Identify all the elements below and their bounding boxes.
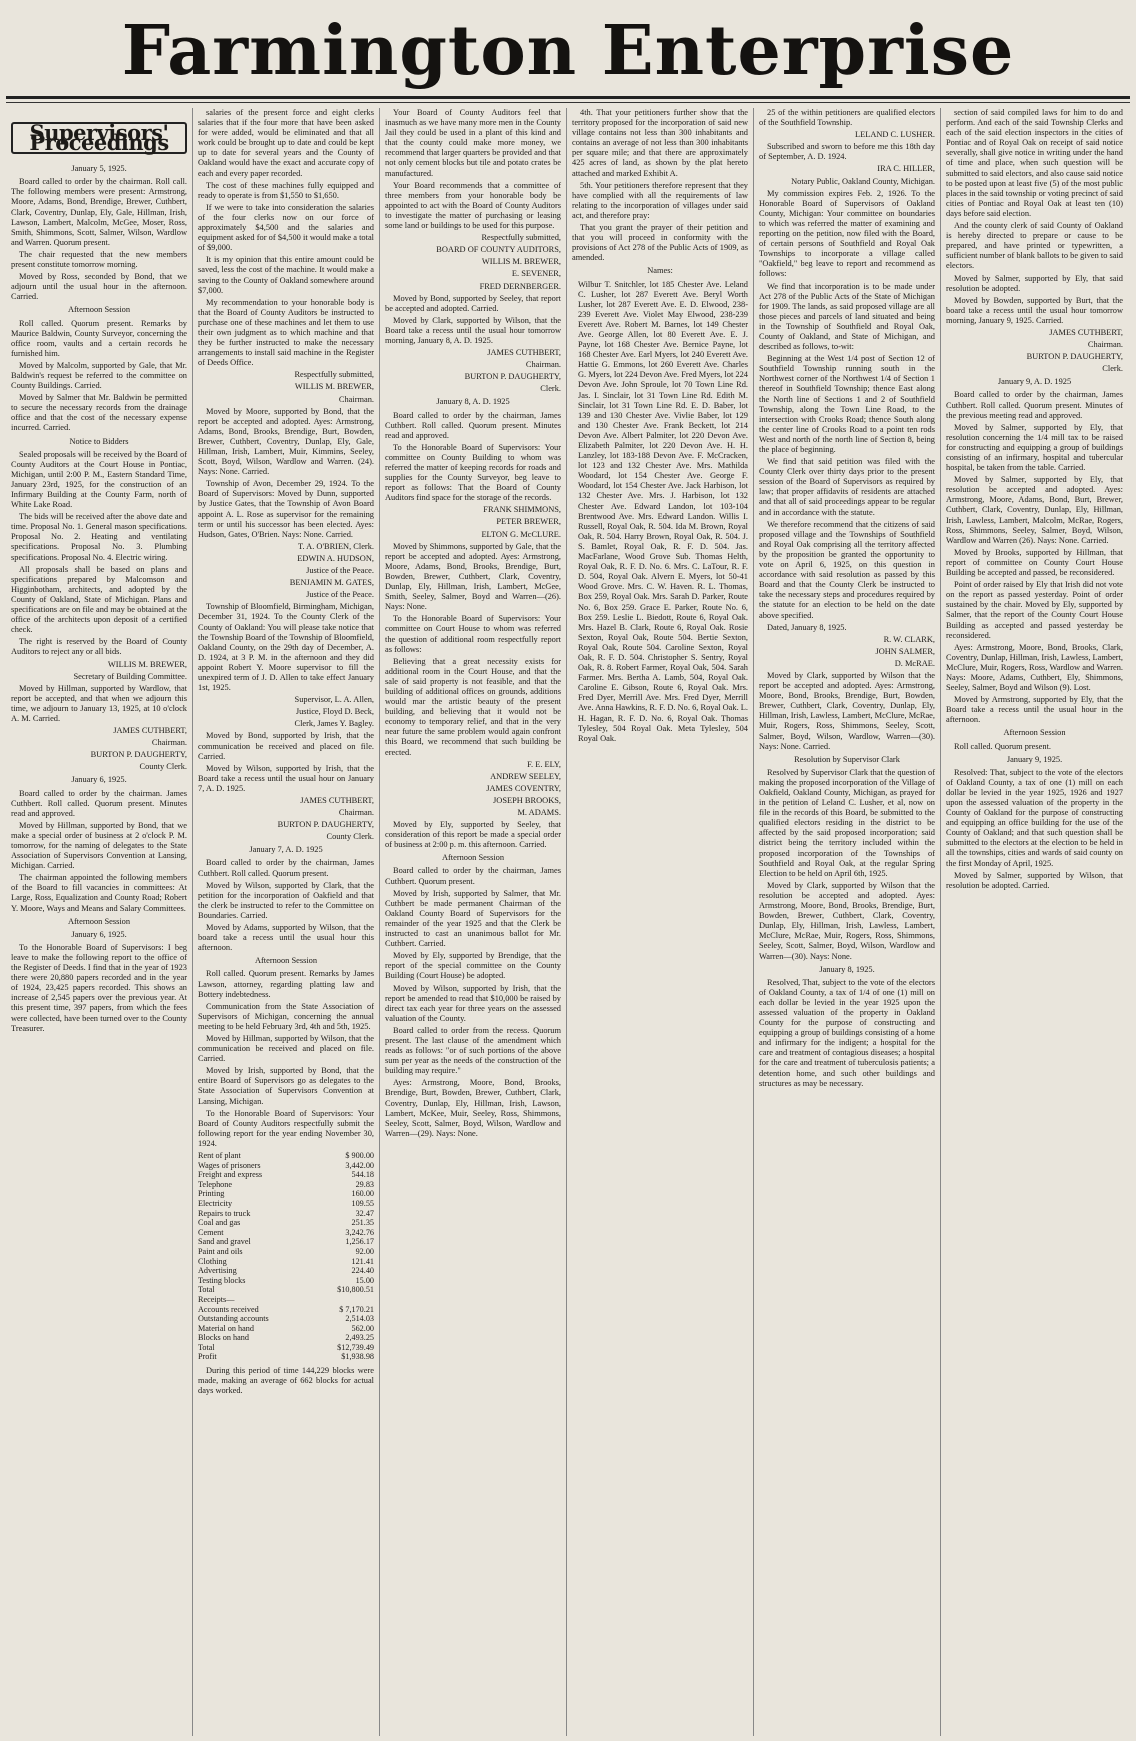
accounts-row — [198, 1170, 374, 1180]
accounts-item: Accounts received — [198, 1304, 259, 1314]
paragraph: Moved by Clark, supported by Wilson that the resolution be accepted and adopted. Ayes: Armstrong, Moore, Bond, Brooks, Brendige, Burt, Bowden, Brewer, Cuthbert, Clark, Coventry, Dunlap, Ely, Hillman, Irish, Lawless, Lambert, McClure, McRae, Muir, Rogers, Ross, Shimmons, Seeley, Scott, Salmer, Boyd, Wilson, Wardlow and Warren—(30). Nays: None. — [759, 880, 935, 961]
signature: JAMES CUTHBERT, — [1049, 327, 1123, 337]
accounts-amount: 160.00 — [351, 1189, 374, 1199]
signature-title: Chairman. — [338, 394, 374, 404]
accounts-amount: 3,242.76 — [345, 1227, 374, 1237]
session-date: January 8, 1925. — [819, 964, 875, 974]
signature: BURTON P. DAUGHERTY, — [277, 820, 374, 830]
signature: JAMES CUTHBERT, — [113, 726, 187, 736]
signature: WILLIS M. BREWER, — [107, 659, 187, 669]
signature: Justice, Floyd D. Beck, — [295, 707, 374, 717]
paragraph: Moved by Bond, supported by Seeley, that report be accepted and adopted. Carried. — [385, 293, 561, 313]
signature: BURTON P. DAUGHERTY, — [1026, 352, 1123, 362]
session-date: January 6, 1925. — [71, 929, 127, 939]
paragraph: 25 of the within petitioners are qualified electors of the Southfield Township. — [759, 108, 935, 128]
signature: PETER BREWER, — [496, 517, 561, 527]
paragraph: My commission expires Feb. 2, 1926. To the Honorable Board of Supervisors of Oakland County, Michigan: Your committee on boundaries to which was referred the matter of examining and reporting on the petition, now filed with the Board, of certain persons of Southfield and Royal Oak Townships to incorporate a village called "Oakfield," beg leave to report and recommend as follows: — [759, 188, 935, 279]
column-6 — [941, 108, 1128, 1736]
signature: BENJAMIN M. GATES, — [289, 578, 374, 588]
paragraph: All proposals shall be based on plans and specifications prepared by Malcomson and Higginbotham, architects, and adopted by the County of Oakland, State of Michigan. Plans and specifications are on file and may be obtained at the office of the architects upon deposit of a certified check. — [11, 564, 187, 635]
paragraph: Moved by Salmer, supported by Wilson, that resolution be adopted. Carried. — [946, 870, 1123, 890]
signature: JOSEPH BROOKS, — [493, 795, 561, 805]
session-date: January 9, A. D. 1925 — [997, 377, 1072, 387]
paragraph: Township of Bloomfield, Birmingham, Michigan, December 31, 1924. To the County Clerk of the County of Oakland: You will please take notice that the Township Board of the Township of Bloomfield, Oakland County, on the 29th day of December, A. D. 1924, at 3 P. M. in the afternoon and they did appoint Robert Y. Moore supervisor to fill the unexpired term of J. D. Allen to take effect January 1st, 1925. — [198, 602, 374, 693]
accounts-row — [198, 1324, 374, 1334]
paragraph: Beginning at the West 1/4 post of Section 12 of Southfield Township running south in the Northwest corner of the Northwest 1/4 of Section 1 thereof in Southfield Township; thence East along the North line of Sections 1 and 2 of Southfield Township, along the Town Line Road, to the intersection with Crooks Road; thence South along the center line of Crooks Road to a point ten rods West and north of the north line of Section 8, being the place of beginning. — [759, 354, 935, 454]
column-3 — [380, 108, 567, 1736]
signature-title: Chairman. — [338, 808, 374, 818]
paragraph: The cost of these machines fully equipped and ready to operate is from $1,550 to $1,650. — [198, 180, 374, 200]
paragraph: Moved by Ross, seconded by Bond, that we adjourn until the usual hour in the afternoon. Carried. — [11, 272, 187, 302]
paragraph: Moved by Ely, supported by Brendige, that the report of the special committee on the County Building (Court House) be adopted. — [385, 951, 561, 981]
accounts-row — [198, 1237, 374, 1247]
signature-title: Notary Public, Oakland County, Michigan. — [791, 176, 935, 186]
session-date: January 5, 1925. — [71, 164, 127, 174]
accounts-item: Testing blocks — [198, 1275, 246, 1285]
notice-heading: Notice to Bidders — [69, 436, 129, 446]
paragraph: To the Honorable Board of Supervisors: I beg leave to make the following report to the office of the Register of Deeds. I find that in the year of 1923 there were 20,880 papers recorded and in the year of 1924, 23,425 papers recorded. This shows an increase of 2,545 papers over the previous year. At this present time, 397 papers, from which the fees were collected, have been turned over to the County Treasurer. — [11, 942, 187, 1033]
accounts-amount: 2,514.03 — [345, 1314, 374, 1324]
accounts-amount: 2,493.25 — [345, 1333, 374, 1343]
paragraph: Resolved: That, subject to the vote of the electors of Oakland County, a tax of one (1) mill on each dollar be levied in the year 1925, 1926 and 1927 upon the assessed valuation of the property in the County of Oakland for the purpose of constructing and equipping an office building for the use of the County of Oakland; and that such question shall be submitted to the electors at the election to be held in all the townships, cities and wards of said county on the first Monday of April, 1925. — [946, 767, 1123, 868]
paragraph: The chair requested that the new members present constitute tomorrow morning. — [11, 249, 187, 270]
paragraph: To the Honorable Board of Supervisors: Your committee on County Building to whom was referred the matter of keeping records for roads and supplies for the County Surveyor, beg leave to report as follows: That the Board of County Auditors find space for the storage of the records. — [385, 442, 561, 503]
paragraph: Moved by Salmer that Mr. Baldwin be permitted to secure the necessary records from the drainage office and that the cost of the necessary expense incurred. Carried. — [11, 393, 187, 433]
accounts-amount: 562.00 — [351, 1323, 374, 1333]
signature: BURTON P. DAUGHERTY, — [464, 372, 561, 382]
signature: IRA C. HILLER, — [877, 164, 935, 174]
signature-title: Clerk. — [1102, 364, 1123, 374]
paragraph: Believing that a great necessity exists for additional room in the Court House, and that the sale of said property is not feasible, and that the building of additional offices on grounds, additions would mar the artistic beauty of the present building, and believing that it would not be economy to temporary relief, and that in the very near future the same problem would again confront this Board, we recommend that such building be erected. — [385, 656, 561, 757]
paragraph: It is my opinion that this entire amount could be saved, less the cost of the machine. It would make a saving to the County of Oakland somewhere around $7,000. — [198, 255, 374, 295]
session-date: January 6, 1925. — [71, 775, 127, 785]
paragraph: Moved by Ely, supported by Seeley, that consideration of this report be made a special order of business at 2:00 p. m. this afternoon. Carried. — [385, 820, 561, 850]
paragraph: We therefore recommend that the citizens of said proposed village and the Townships of Southfield and Royal Oak comprising all the territory affected by the proposition be granted the opportunity to vote on April 6, 1925, on this question in accordance with said resolution as passed by this Board and that the County Clerk be instructed to take the necessary steps and procedures required by the statute for an election to be held on the date above specified. — [759, 519, 935, 620]
signature: JOHN SALMER, — [875, 646, 935, 656]
signature-title: Clerk. — [540, 384, 561, 394]
paragraph: 5th. Your petitioners therefore represent that they have complied with all the requirements of law relating to the incorporation of villages under said act, and therefore pray: — [572, 180, 748, 220]
names-heading: Names: — [647, 266, 673, 276]
signature: R. W. CLARK, — [883, 634, 935, 644]
session-date: January 8, A. D. 1925 — [436, 397, 510, 407]
column-2 — [193, 108, 380, 1736]
paragraph: Communication from the State Association of Supervisors of Michigan, concerning the annual meeting to be held February 3rd, 4th and 5th, 1925. — [198, 1001, 374, 1031]
paragraph: Ayes: Armstrong, Moore, Bond, Brooks, Clark, Coventry, Dunlap, Hillman, Irish, Lawless, Lambert, McClure, Muir, Rogers, Ross, Wardlow and Warren. Nays: Moore, Adams, Cuthbert, Ely, Shimmons, Seeley, Salmer, Boyd and Wilson (9). Lost. — [946, 642, 1123, 693]
paragraph: To the Honorable Board of Supervisors: Your Board of County Auditors respectfully submit the following report for the year ending November 30, 1924. — [198, 1108, 374, 1148]
signature: JAMES CUTHBERT, — [487, 348, 561, 358]
paragraph: Moved by Moore, supported by Bond, that the report be accepted and adopted. Ayes: Armstrong, Adams, Bond, Brooks, Brendige, Burt, Bowden, Brewer, Cuthbert, Coventry, Dunlap, Ely, Gale, Hillman, Irish, Lambert, Muir, Kimmins, Seeley, Scott, Boyd, Wilson, Wardlow and Warren. (24). Nays: None. Carried. — [198, 406, 374, 477]
profit-value: $1,938.98 — [341, 1352, 374, 1362]
paragraph: Moved by Salmer, supported by Ely, that said resolution be adopted. — [946, 273, 1123, 293]
paragraph: Moved by Hillman, supported by Bond, that we make a special order of business at 2 o'clock P. M. tomorrow, for the naming of delegates to the State Association of Supervisors Convention at Lansing, Michigan. Carried. — [11, 820, 187, 871]
signature: E. SEVENER, — [511, 269, 561, 279]
signature: JAMES COVENTRY, — [486, 783, 561, 793]
accounts-amount: 32.47 — [355, 1208, 374, 1218]
column-4 — [567, 108, 754, 1736]
signature: FRED DERNBERGER. — [479, 281, 561, 291]
signature-title: Justice of the Peace. — [306, 566, 374, 576]
paragraph: Resolved, That, subject to the vote of the electors of Oakland County, a tax of 1/4 of one (1) mill on each dollar be levied in the year 1925 upon the assessed valuation of the property in Oakland County for the purpose of constructing and equipping a group of buildings consisting of a home and infirmary for the indigent; a hospital for the care and treatment of contagious diseases; a hospital for the care and treatment of tuberculosis patients; a detention home, and such other buildings and structures as may be necessary. — [759, 977, 935, 1088]
column-1 — [6, 108, 193, 1736]
signature-title: Chairman. — [151, 738, 187, 748]
accounts-amount: 92.00 — [355, 1246, 374, 1256]
paragraph: Ayes: Armstrong, Moore, Bond, Brooks, Brendige, Burt, Bowden, Brewer, Cuthbert, Clark, Coventry, Dunlap, Ely, Hillman, Irish, Lawson, Lambert, McKee, Muir, Seeley, Ross, Shimmons, Seeley, Scott, Salmer, Boyd, Wilson, Wardlow and Warren—(29). Nays: None. — [385, 1078, 561, 1138]
accounts-row — [198, 1180, 374, 1190]
accounts-amount: $ 900.00 — [345, 1151, 374, 1160]
accounts-item: Cement — [198, 1227, 224, 1237]
columns — [6, 108, 1130, 1736]
masthead — [0, 0, 1136, 100]
session-heading: Afternoon Session — [441, 853, 505, 863]
dated-line: Dated, January 8, 1925. — [767, 622, 847, 632]
accounts-total-value: $10,800.51 — [337, 1285, 374, 1295]
paragraph: Board called to order by the chairman. Roll call. The following members were present: Armstrong, Moore, Adams, Bond, Brendige, Brewer, Cuthbert, Clark, Coventry, Dunlap, Ely, Gale, Hillman, Irish, Lawson, Lambert, Malcolm, McGee, Moser, Ross, Smith, Shimmons, Scott, Salmer, Wilson, Wardlow and Warren. Quorum present. — [11, 177, 187, 247]
paragraph: Moved by Bowden, supported by Burt, that the board take a recess until the usual hour tomorrow morning, January 9, 1925. Carried. — [946, 295, 1123, 325]
column-5 — [754, 108, 941, 1736]
receipts-total-row — [198, 1343, 374, 1353]
accounts-amount: 3,442.00 — [345, 1160, 374, 1170]
accounts-amount: 544.18 — [351, 1170, 374, 1180]
accounts-row — [198, 1161, 374, 1171]
signature-title: Chairman. — [1087, 340, 1123, 350]
accounts-item: Telephone — [198, 1179, 232, 1189]
signature: T. A. O'BRIEN, Clerk. — [297, 541, 374, 551]
accounts-row — [198, 1305, 374, 1315]
accounts-table — [198, 1151, 374, 1362]
paragraph: Moved by Clark, supported by Wilson, that the Board take a recess until the usual hour tomorrow morning, January 8, A. D. 1925. — [385, 315, 561, 345]
accounts-item: Electricity — [198, 1198, 233, 1208]
masthead-rule-thin — [6, 102, 1130, 103]
receipts-label: Receipts— — [198, 1294, 235, 1304]
accounts-row — [198, 1266, 374, 1276]
signature: F. E. ELY, — [527, 759, 561, 769]
paragraph: Moved by Wilson, supported by Irish, that the Board take a recess until the usual hour on January 7, A. D. 1925. — [198, 763, 374, 793]
accounts-row — [198, 1314, 374, 1324]
paragraph: During this period of time 144,229 blocks were made, making an average of 662 blocks for actual days worked. — [198, 1366, 374, 1396]
paragraph: Township of Avon, December 29, 1924. To the Board of Supervisors: Moved by Dunn, supported by Justice Gates, that the Township of Avon Board appoint A. L. Rose as supervisor for the remaining term or until his successor has been elected. Ayes: Hudson, Gates, O'Brien. Nays: None. Carried. — [198, 479, 374, 539]
accounts-row — [198, 1189, 374, 1199]
accounts-row — [198, 1151, 374, 1161]
paragraph: That you grant the prayer of their petition and that you will proceed in conformity with the provisions of Act 278 of the Public Acts of 1909, as amended. — [572, 223, 748, 263]
paragraph: Board called to order by the chairman, James Cuthbert. Roll called. Quorum present. Minutes read and approved. — [385, 410, 561, 440]
paragraph: My recommendation to your honorable body is that the Board of County Auditors be instructed to purchase one of these machines and let them to use their own judgment as to which machine and that they be further instructed to make the necessary arrangements to install said machine in the Register of Deeds Office. — [198, 297, 374, 368]
profit-label: Profit — [198, 1352, 217, 1362]
accounts-item: Outstanding accounts — [198, 1314, 269, 1324]
accounts-item: Material on hand — [198, 1323, 254, 1333]
signature-title: Chairman. — [525, 360, 561, 370]
paragraph: The bids will be received after the above date and time. Proposal No. 1. General mason specifications. Proposal No. 2. Heating and ventilating specifications. Proposal No. 3. Plumbing specifications. Proposal No. 4. Electric wiring. — [11, 512, 187, 562]
paragraph: We find that said petition was filed with the County Clerk over thirty days prior to the present session of the Board of Supervisors as required by law; that proper affidavits of residents are attached and that all of said proceedings appear to be regular and in accordance with the statute. — [759, 457, 935, 517]
paragraph: Moved by Salmer, supported by Ely, that resolution be accepted and adopted. Ayes: Armstrong, Moore, Adams, Bond, Burt, Brewer, Cuthbert, Clark, Coventry, Dunlap, Ely, Hillman, Irish, Lawless, Lambert, Malcolm, McRae, Rogers, Ross, Shimmons, Seeley, Salmer, Boyd, Wilson, Wardlow and Warren (26). Nays: None. Carried. — [946, 475, 1123, 545]
accounts-item: Rent of plant — [198, 1151, 241, 1160]
paragraph: section of said compiled laws for him to do and perform. And each of the said Township Clerks and each of the said election inspectors in the cities of Pontiac and of Royal Oak on receipt of said notice severally, shall give notice in writing under the hand of time and place, when such question will be submitted to said electors, and also cause said notice to be posted upon at least five (5) of the most public places in the said township or voting precinct of said cities of Pontiac and Royal Oak at least ten (10) days before said election. — [946, 108, 1123, 218]
session-heading: Afternoon Session — [67, 916, 131, 926]
accounts-row — [198, 1276, 374, 1286]
accounts-row — [198, 1228, 374, 1238]
session-date: January 9, 1925. — [1006, 754, 1063, 764]
accounts-item: Freight and express — [198, 1170, 263, 1180]
accounts-row — [198, 1257, 374, 1267]
signature-title: Justice of the Peace. — [306, 590, 374, 600]
accounts-row — [198, 1333, 374, 1343]
paragraph: Moved by Malcolm, supported by Gale, that Mr. Baldwin's request be referred to the committee on County Buildings. Carried. — [11, 360, 187, 391]
paragraph: Moved by Hillman, supported by Wardlow, that report be accepted, and that when we adjourn this time, we adjourn to January 13, 1925, at 10 o'clock A. M. Carried. — [11, 683, 187, 723]
paragraph: Moved by Adams, supported by Wilson, that the board take a recess until the usual hour this afternoon. — [198, 923, 374, 953]
session-date: January 7, A. D. 1925 — [249, 845, 323, 855]
paragraph: Moved by Wilson, supported by Irish, that the report be amended to read that $10,000 be raised by direct tax each year for three years on the assessed valuation of the County. — [385, 983, 561, 1023]
paragraph: Moved by Shimmons, supported by Gale, that the report be accepted and adopted. Ayes: Armstrong, Moore, Adams, Bond, Brooks, Brendige, Burt, Bowden, Brewer, Cuthbert, Clark, Coventry, Dunlap, Ely, Hillman, Irish, Lambert, McGee, Smith, Seeley, Salmer, Boyd and Warren—(26). Nays: None. — [385, 541, 561, 612]
session-heading: Afternoon Session — [254, 956, 318, 966]
paragraph: Subscribed and sworn to before me this 18th day of September, A. D. 1924. — [759, 142, 935, 162]
paragraph: Resolved by Supervisor Clark that the question of making the proposed incorporation of the Village of Oakfield, Oakland County, Michigan, as prayed for in the petition of Leland C. Lusher, et al, now on file in the records of this Board, be submitted to the qualified electors residing in the district to be affected by the said proposed incorporation; said district being the territory included within the proposed incorporation of the Townships of Southfield and Royal Oak, at the regular Spring Election to be held on April 6th, 1925. — [759, 767, 935, 878]
accounts-item: Advertising — [198, 1266, 237, 1276]
signature: WILLIS M. BREWER, — [294, 382, 374, 392]
newspaper-title: Farmington Enterprise — [121, 11, 1015, 91]
receipts-heading-row — [198, 1295, 374, 1305]
accounts-total-label: Total — [198, 1285, 215, 1295]
paragraph: Moved by Bond, supported by Irish, that the communication be received and placed on file. Carried. — [198, 731, 374, 761]
paragraph: Moved by Armstrong, supported by Ely, that the Board take a recess until the usual hour in the afternoon. — [946, 695, 1123, 725]
signature: BOARD OF COUNTY AUDITORS, — [436, 245, 561, 255]
accounts-amount: $ 7,170.21 — [339, 1304, 374, 1314]
receipts-total-value: $12,739.49 — [337, 1342, 374, 1352]
signature: LELAND C. LUSHER. — [854, 130, 935, 140]
signature: D. McRAE. — [894, 658, 935, 668]
accounts-amount: 224.40 — [351, 1266, 374, 1276]
paragraph: Moved by Brooks, supported by Hillman, that report of committee on County Court House Building be accepted and passed, be reconsidered. — [946, 547, 1123, 578]
signature: EDWIN A. HUDSON, — [297, 553, 374, 563]
paragraph: Roll called. Quorum present. — [954, 741, 1051, 751]
masthead-rule — [6, 96, 1130, 99]
paragraph: The chairman appointed the following members of the Board to fill vacancies in committees: At Large, Ross, Equalization and County Road; Robert Y. Moore, Ways and Means and Salary Committees. — [11, 873, 187, 913]
profit-row — [198, 1352, 374, 1362]
accounts-row — [198, 1199, 374, 1209]
resolution-heading: Resolution by Supervisor Clark — [794, 754, 900, 764]
signature: WILLIS M. BREWER, — [481, 257, 561, 267]
accounts-item: Wages of prisoners — [198, 1160, 261, 1170]
paragraph: Moved by Clark, supported by Wilson that the report be accepted and adopted. Ayes: Armstrong, Moore, Bond, Brooks, Brendige, Burt, Bowden, Brewer, Cuthbert, Clark, Coventry, Dunlap, Ely, Hillman, Irish, Lawless, Lambert, McClure, McRae, Muir, Rogers, Ross, Shimmons, Seeley, Scott, Salmer, Boyd, Wilson, Wardlow, Warren—(30). Nays: None. Carried. — [759, 670, 935, 751]
accounts-item: Repairs to truck — [198, 1208, 251, 1218]
petitioner-list: Wilbur T. Snitchler, lot 185 Chester Ave. Leland C. Lusher, lot 287 Everett Ave. Beryl Worth Lusher, lot 287 Everett Ave. E. D. Elwood, 238-239 Everett Ave. Violet May Elwood, 238-239 Everett Ave. Robert M. Barnes, lot 149 Chester Ave. George Allen, lot 80 Everett Ave. E. J. Payne, lot 168 Chester Ave. Bernice Payne, lot 168 Chester Ave. Earl Myers, lot 240 Everett Ave. Hattie G. Emmons, lot 260 Everett Ave. Charles G. Myers, lot 224 Devon Ave. Fred Myers, lot 224 Devon Ave. John Sproule, lot 70 Town Line Rd. Jas. I. Sinclair, lot 31 Town Line Rd. Edith M. Sinclair, lot 31 Town Line Rd. E. D. Baber, lot 139 and 130 Chester Ave. Vivlie Baber, lot 129 and 130 Chester Ave. Frank Beckett, lot 214 Devon Ave. Albert Palmiter, lot 220 Devon Ave. Elizabeth Palmiter, lot 220 Devon Ave. H. H. Lanzley, lot 183-188 Devon Ave. F. McCracken, lot 123 and 132 Chester Ave. Mrs. Mathilda Woodard, lot 154 Chester Ave. George F. Woodard, lot 154 Chester Ave. Jack Harbison, lot 132 Chester Ave. Mrs. J. Harbison, lot 132 Chester Ave. Edward Landon, lot 103-104 Brentwood Ave. Mrs. Edward Landon. Willis I. Russell, Royal Oak, R. 504. Ida M. Brown, Royal Oak, R. 504. Harry Brown, Royal Oak, R. 504. J. S. Bamlet, Royal Oak, R. F. D. 504. Jas. MacFarlane, Wood Grove Sub. Thomas Helth, Royal Oak, R. F. D. No. 6. Mrs. C. LaTour, R. F. D. 504, Royal Oak. Alvern E. Myers, lot 50-41 Wood Grove. Mrs. C. W. Haven. R. L. Thomas, Box 259, Royal Oak. Mrs. Sarah D. Parker, Route No. 6, Box 259. Grace E. Parker, Route No. 6, Box 259. Leslie L. Biedott, Route 6, Royal Oak. Mrs. Hazel B. Clark, Route 6, Royal Oak. Rosie Sexton, Royal Oak, Route 504. Bertie Sexton, Royal Oak, Route 504. Caroline Sexton, Royal Oak, R. F. D. 504. Christopher S. Sentry, Royal Oak, R. 8. Robert Farmer, Royal Oak, 504. Sarah Farmer. Mrs. Bertha A. Lamb, 504, Royal Oak. Caroline E. Gibson, Route 6, Royal Oak. Mrs. Fred Dyer, Merrill Ave. Mrs. Fred Dyer, Merrill Ave. Anna Hawkins, R. F. D. No. 6, Royal Oak. L. H. Hagan, R. F. D. No. 6, Royal Oak. Thomas Tylesley, 504 Royal Oak. Meta Tylesley, 504 Royal Oak. — [578, 279, 748, 743]
paragraph: Board called to order by the chairman, James Cuthbert. Roll called. Quorum present. Minutes of the previous meeting read and approved. — [946, 390, 1123, 420]
paragraph: We find that incorporation is to be made under Act 278 of the Public Acts of the State of Michigan for 1909. The lands, as said proposed village are all those pieces and parcels of land situated and being in the Township of Southfield and Royal Oak, County of Oakland, and State of Michigan, and described as follows, to-wit: — [759, 281, 935, 352]
signature: ELTON G. McCLURE. — [481, 529, 561, 539]
paragraph: Moved by Wilson, supported by Clark, that the petition for the incorporation of Oakfield and that the clerk be instructed to refer to the Committee on Boundaries. Carried. — [198, 880, 374, 920]
paragraph: salaries of the present force and eight clerks salaries that if the four more that have been asked for were added, would be eliminated and that all work could be brought up to date and could be kept up to date for several years and the County of Oakland would have the exact and accurate copy of each and every paper recorded. — [198, 108, 374, 178]
signature: Clerk, James Y. Bagley. — [294, 719, 374, 729]
session-heading: Afternoon Session — [1003, 728, 1066, 738]
accounts-total-row — [198, 1285, 374, 1295]
signature: M. ADAMS. — [517, 808, 561, 817]
accounts-amount: 121.41 — [351, 1256, 374, 1266]
receipts-total-label: Total — [198, 1342, 215, 1352]
signature: BURTON P. DAUGHERTY, — [90, 750, 187, 760]
signature-title: County Clerk. — [139, 762, 187, 772]
paragraph: Moved by Hillman, supported by Wilson, that the communication be received and placed on file. Carried. — [198, 1033, 374, 1064]
paragraph: To the Honorable Board of Supervisors: Your committee on Court House to whom was referred the question of additional room respectfully report as follows: — [385, 614, 561, 654]
signature-title: County Clerk. — [326, 832, 374, 842]
accounts-item: Clothing — [198, 1256, 227, 1266]
section-heading: Supervisors' Proceedings — [11, 122, 187, 154]
signature: ANDREW SEELEY, — [490, 771, 561, 781]
accounts-item: Paint and oils — [198, 1246, 243, 1256]
signature: Respectfully submitted, — [481, 233, 561, 243]
paragraph: Board called to order by the chairman, James Cuthbert. Roll called. Quorum present. — [198, 858, 374, 878]
accounts-item: Printing — [198, 1189, 225, 1199]
paragraph: If we were to take into consideration the salaries of the four clerks now on our force of approximately $4,500 and the salaries and equipment asked for of $4,500 it would make a total of $9,000. — [198, 202, 374, 253]
paragraph: Moved by Irish, supported by Salmer, that Mr. Cuthbert be made permanent Chairman of the Oakland County Board of Supervisors for the remainder of the year 1925 and that the Clerk be instructed to cast an unanimous ballot for Mr. Cuthbert. Carried. — [385, 888, 561, 949]
paragraph: Board called to order by the chairman. James Cuthbert. Roll called. Quorum present. Minutes read and approved. — [11, 788, 187, 818]
paragraph: Board called to order by the chairman, James Cuthbert. Quorum present. — [385, 866, 561, 886]
paragraph: Point of order raised by Ely that Irish did not vote on the report as passed yesterday. Point of order sustained by the chair. Moved by Ely, supported by Salmer, that the report of the County Court House Building as accepted and passed yesterday be reconsidered. — [946, 580, 1123, 640]
accounts-item: Blocks on hand — [198, 1333, 249, 1343]
signature: JAMES CUTHBERT, — [300, 796, 374, 805]
accounts-row — [198, 1209, 374, 1219]
paragraph: Roll called. Quorum present. Remarks by James Lawson, attorney, regarding platting law and Bottery indebtedness. — [198, 969, 374, 999]
paragraph: The right is reserved by the Board of County Auditors to reject any or all bids. — [11, 637, 187, 657]
paragraph: Your Board recommends that a committee of three members from your honorable body be appointed to act with the Board of County Auditors to investigate the matter of purchasing or leasing some land or buildings to be used for this purpose. — [385, 180, 561, 231]
signature: FRANK SHIMMONS, — [483, 505, 561, 515]
accounts-amount: 109.55 — [351, 1198, 374, 1208]
accounts-amount: 251.35 — [351, 1218, 374, 1228]
accounts-row — [198, 1218, 374, 1228]
accounts-amount: 1,256.17 — [345, 1237, 374, 1247]
paragraph: 4th. That your petitioners further show that the territory proposed for the incorporation of said new village contains not less than 300 inhabitants and contains an average of not less than 300 inhabitants per square mile; and that there are approximately 425 acres of land, as shown by the plat hereto attached and marked Exhibit A. — [572, 108, 748, 178]
paragraph: Moved by Salmer, supported by Ely, that resolution concerning the 1/4 mill tax to be raised for constructing and equipping a group of buildings consisting of an infirmary, hospital and tubercular hospital, be taken from the table. Carried. — [946, 422, 1123, 473]
signature: Respectfully submitted, — [294, 370, 374, 380]
paragraph: Moved by Irish, supported by Bond, that the entire Board of Supervisors go as delegates to the State Association of Supervisors Convention at Lansing, Michigan. — [198, 1066, 374, 1106]
paragraph: Sealed proposals will be received by the Board of County Auditors at the Court House in Pontiac, Michigan, until 2:00 P. M., Eastern Standard Time, January 23rd, 1925, for the construction of an Infirmary Building at the County Farm, north of White Lake Road. — [11, 449, 187, 510]
signature: Supervisor, L. A. Allen, — [294, 695, 374, 705]
accounts-item: Sand and gravel — [198, 1237, 251, 1247]
session-heading: Afternoon Session — [67, 305, 131, 315]
signature-title: Secretary of Building Committee. — [73, 671, 187, 681]
paragraph: Roll called. Quorum present. Remarks by Maurice Baldwin, County Surveyor, concerning the office room, vaults and a certain records he furnished him. — [11, 318, 187, 358]
accounts-row — [198, 1247, 374, 1257]
paragraph: Board called to order from the recess. Quorum present. The last clause of the amendment which reads as follows: "or of such portions of the above sum per year as the needs of the construction of the building may require." — [385, 1025, 561, 1076]
accounts-item: Coal and gas — [198, 1218, 241, 1228]
accounts-amount: 15.00 — [355, 1275, 374, 1285]
accounts-amount: 29.83 — [355, 1179, 374, 1189]
paragraph: And the county clerk of said County of Oakland is hereby directed to prepare or cause to be prepared, and have printed or typewritten, a sufficient number of blank ballots to be given to said electors. — [946, 221, 1123, 271]
paragraph: Your Board of County Auditors feel that inasmuch as we have many more men in the County Jail they could be used in a plant of this kind and that the county could make more money, we recommend that larger quarters be provided and that not only cement blocks but tile and potato crates be manufactured. — [385, 108, 561, 178]
